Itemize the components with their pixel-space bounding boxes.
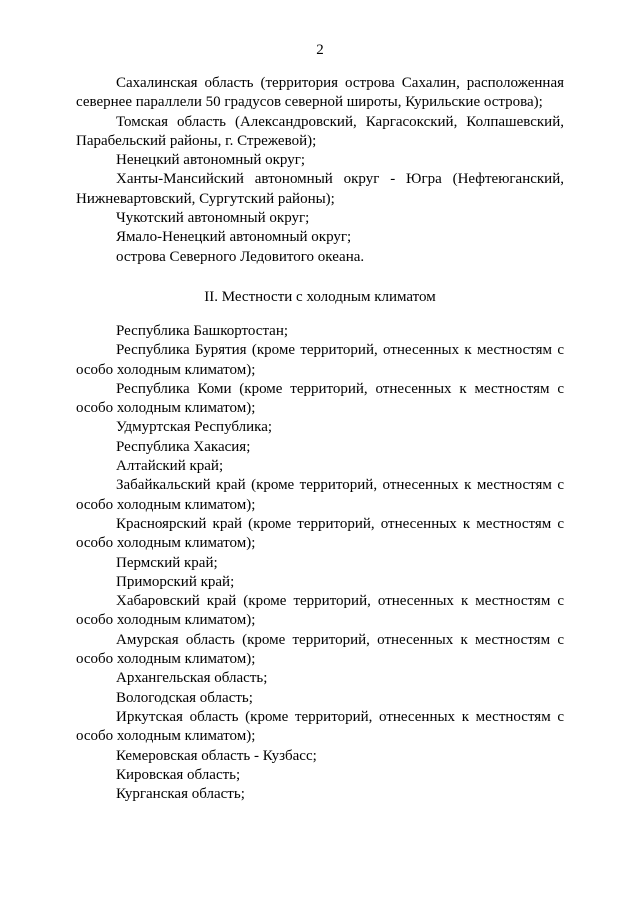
list-item: Кемеровская область - Кузбасс; [116, 747, 317, 764]
section1-list [76, 74, 564, 267]
list-item: Ханты-Мансийский автономный округ - Югра (Нефтеюганский, Нижневартовский, Сургутский районы); [76, 171, 564, 207]
list-item: Амурская область (кроме территорий, отнесенных к местностям с особо холодным климатом); [76, 631, 564, 668]
list-item: Красноярский край (кроме территорий, отнесенных к местностям с особо холодным климатом); [76, 515, 564, 552]
list-item: Сахалинская область (территория острова Сахалин, расположенная севернее параллели 50 градусов северной широты, Курильские острова); [76, 75, 564, 111]
list-item: Забайкальский край (кроме территорий, отнесенных к местностям с особо холодным климатом); [76, 477, 564, 513]
list-item: Республика Хакасия; [116, 438, 251, 455]
list-item: Республика Коми (кроме территорий, отнесенных к местностям с особо холодным климатом); [76, 380, 564, 417]
list-item: Томская область (Александровский, Каргасокский, Колпашевский, Парабельский районы, г. Стрежевой); [76, 113, 564, 149]
list-item: острова Северного Ледовитого океана. [116, 248, 365, 265]
list-item: Приморский край; [116, 573, 235, 590]
section-heading: II. Местности с холодным климатом [204, 289, 436, 305]
list-item: Курганская область; [116, 786, 245, 803]
list-item: Чукотский автономный округ; [116, 210, 310, 227]
list-item: Иркутская область (кроме территорий, отнесенных к местностям с особо холодным климатом); [76, 708, 564, 745]
list-item: Республика Бурятия (кроме территорий, отнесенных к местностям с особо холодным климатом); [76, 342, 564, 378]
list-item: Ненецкий автономный округ; [116, 152, 306, 169]
list-item: Республика Башкортостан; [116, 323, 289, 339]
list-item: Ямало-Ненецкий автономный округ; [116, 229, 352, 246]
list-item: Вологодская область; [116, 689, 253, 706]
list-item: Архангельская область; [116, 670, 268, 687]
list-item: Хабаровский край (кроме территорий, отнесенных к местностям с особо холодным климатом); [76, 593, 564, 629]
page-number: 2 [316, 42, 324, 58]
section2-list [76, 322, 564, 804]
list-item: Алтайский край; [116, 458, 224, 475]
list-item: Кировская область; [116, 766, 241, 783]
list-item: Пермский край; [116, 554, 218, 571]
list-item: Удмуртская Республика; [116, 419, 273, 436]
